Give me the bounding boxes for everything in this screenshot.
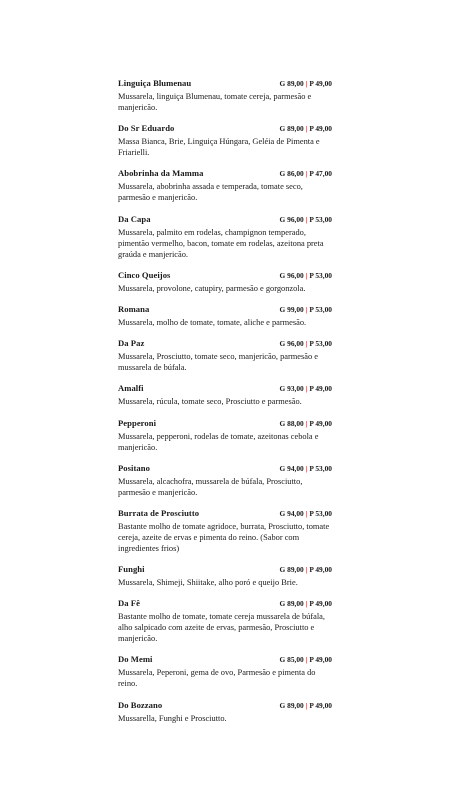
menu-item-header xyxy=(118,654,332,667)
menu-item-description: Mussarela, rúcula, tomate seco, Prosciutto e parmesão. xyxy=(118,397,302,407)
menu-item-name: Linguiça Blumenau xyxy=(118,78,192,88)
price-large: G 96,00 xyxy=(279,270,304,280)
price-small: P 49,00 xyxy=(309,384,332,394)
menu-item-description: Mussarela, alcachofra, mussarela de búfala, Prosciutto, parmesão e manjericão. xyxy=(118,476,303,497)
price-large: G 88,00 xyxy=(279,418,304,428)
menu-item-price xyxy=(280,419,332,428)
price-separator: | xyxy=(305,79,308,88)
menu-item-description: Mussarela, molho de tomate, tomate, aliche e parmesão. xyxy=(118,317,307,327)
menu-item-price xyxy=(280,464,332,473)
price-large: G 89,00 xyxy=(279,79,304,88)
menu-item xyxy=(118,168,332,203)
menu-item-price xyxy=(280,124,332,133)
menu-item-name: Cinco Queijos xyxy=(118,269,171,280)
menu-item-header xyxy=(118,304,332,317)
menu-item-name: Pepperoni xyxy=(118,417,157,428)
price-large: G 89,00 xyxy=(279,124,304,134)
menu-item-header xyxy=(118,78,332,91)
price-small: P 53,00 xyxy=(309,463,332,473)
price-separator: | xyxy=(305,339,308,349)
menu-item-header xyxy=(118,270,332,283)
price-separator: | xyxy=(305,599,308,609)
price-separator: | xyxy=(305,124,308,134)
menu-item-name: Da Fê xyxy=(118,598,140,609)
menu-item-header xyxy=(118,598,332,611)
price-separator: | xyxy=(305,463,308,473)
price-large: G 99,00 xyxy=(279,304,304,314)
price-small: P 53,00 xyxy=(309,304,332,314)
menu-item-price xyxy=(280,215,332,224)
menu-item-price xyxy=(280,169,332,178)
menu-item xyxy=(118,338,332,373)
menu-item-name: Da Capa xyxy=(118,213,151,224)
price-small: P 53,00 xyxy=(309,339,332,349)
menu-item xyxy=(118,214,332,260)
menu-item-name: Da Paz xyxy=(118,338,145,349)
menu-item-header xyxy=(118,383,332,396)
price-large: G 96,00 xyxy=(279,339,304,349)
menu-item-price xyxy=(280,509,332,518)
price-small: P 49,00 xyxy=(309,565,332,575)
menu-item xyxy=(118,383,332,407)
menu-item-price xyxy=(280,655,332,664)
price-small: P 53,00 xyxy=(309,508,332,518)
price-large: G 93,00 xyxy=(279,384,304,394)
menu-item-price xyxy=(280,384,332,393)
menu-item-description: Mussarela, linguiça Blumenau, tomate cereja, parmesão e manjericão. xyxy=(118,92,312,112)
menu-item xyxy=(118,78,332,113)
menu-item-name: Abobrinha da Mamma xyxy=(118,168,204,179)
price-small: P 49,00 xyxy=(309,599,332,609)
menu-item xyxy=(118,508,332,554)
menu-item-price xyxy=(280,599,332,608)
menu-item-header xyxy=(118,338,332,351)
menu-item-header xyxy=(118,418,332,431)
menu-item xyxy=(118,270,332,294)
menu-item-price xyxy=(280,79,332,88)
menu-item-name: Do Memi xyxy=(118,654,153,665)
price-small: P 49,00 xyxy=(309,700,332,710)
price-separator: | xyxy=(305,169,308,179)
price-separator: | xyxy=(305,700,308,710)
menu-item xyxy=(118,700,332,724)
menu-item-header xyxy=(118,564,332,577)
menu-item-description: Mussarella, Funghi e Prosciutto. xyxy=(118,713,227,723)
price-large: G 96,00 xyxy=(279,214,304,224)
price-separator: | xyxy=(305,384,308,394)
price-small: P 49,00 xyxy=(309,655,332,665)
menu-item xyxy=(118,654,332,689)
menu-item-header xyxy=(118,700,332,713)
menu-item-price xyxy=(280,701,332,710)
price-small: P 47,00 xyxy=(309,169,332,179)
menu-item-description: Bastante molho de tomate agridoce, burrata, Prosciutto, tomate cereja, azeite de ervas e pimenta do reino. (Sabor com ingredientes frios) xyxy=(118,521,330,553)
price-small: P 49,00 xyxy=(309,124,332,134)
menu-item-name: Funghi xyxy=(118,564,145,575)
price-small: P 53,00 xyxy=(309,214,332,224)
price-small: P 53,00 xyxy=(309,270,332,280)
menu-item-header xyxy=(118,214,332,227)
price-small: P 49,00 xyxy=(309,79,332,88)
price-large: G 89,00 xyxy=(279,599,304,609)
price-large: G 89,00 xyxy=(279,700,304,710)
menu-item-description: Mussarela, Shimeji, Shiitake, alho poró e queijo Brie. xyxy=(118,578,298,588)
price-separator: | xyxy=(305,655,308,665)
price-large: G 89,00 xyxy=(279,565,304,575)
menu-item xyxy=(118,564,332,588)
price-separator: | xyxy=(305,304,308,314)
menu-item-header xyxy=(118,463,332,476)
menu-item xyxy=(118,463,332,498)
menu-item-description: Massa Bianca, Brie, Linguiça Húngara, Geléia de Pimenta e Friarielli. xyxy=(118,137,320,158)
menu-item-name: Do Bozzano xyxy=(118,699,163,710)
menu-item-description: Mussarela, abobrinha assada e temperada, tomate seco, parmesão e manjericão. xyxy=(118,182,303,203)
menu-item-price xyxy=(280,565,332,574)
menu-item-price xyxy=(280,305,332,314)
menu-item-name: Amalfi xyxy=(118,383,144,394)
menu-item-name: Positano xyxy=(118,462,150,473)
menu-item-header xyxy=(118,508,332,521)
price-separator: | xyxy=(305,565,308,575)
pizza-menu xyxy=(118,78,332,734)
menu-item-price xyxy=(280,339,332,348)
menu-item-header xyxy=(118,168,332,181)
menu-item xyxy=(118,123,332,158)
price-large: G 86,00 xyxy=(279,169,304,179)
price-large: G 94,00 xyxy=(279,463,304,473)
menu-item-description: Mussarela, pepperoni, rodelas de tomate, azeitonas cebola e manjericão. xyxy=(118,431,319,452)
price-separator: | xyxy=(305,508,308,518)
menu-item-description: Mussarela, Prosciutto, tomate seco, manjericão, parmesão e mussarela de búfala. xyxy=(118,352,319,373)
menu-item-description: Mussarela, Peperoni, gema de ovo, Parmesão e pimenta do reino. xyxy=(118,668,316,689)
menu-item-description: Mussarela, provolone, catupiry, parmesão e gorgonzola. xyxy=(118,283,306,293)
price-small: P 49,00 xyxy=(309,418,332,428)
menu-item-description: Mussarela, palmito em rodelas, champignon temperado, pimentão vermelho, bacon, tomate em rodelas, azeitona preta graúda e manjericão. xyxy=(118,227,324,259)
menu-item-name: Burrata de Prosciutto xyxy=(118,507,200,518)
menu-item-name: Do Sr Eduardo xyxy=(118,123,175,134)
price-large: G 85,00 xyxy=(279,655,304,665)
menu-item-header xyxy=(118,123,332,136)
menu-item-price xyxy=(280,271,332,280)
price-separator: | xyxy=(305,418,308,428)
menu-item xyxy=(118,418,332,453)
menu-item-name: Romana xyxy=(118,303,150,314)
menu-item xyxy=(118,598,332,644)
price-separator: | xyxy=(305,270,308,280)
menu-item-description: Bastante molho de tomate, tomate cereja mussarela de búfala, alho salpicado com azeite de ervas, parmesão, Prosciutto e manjericão. xyxy=(118,612,325,644)
menu-item xyxy=(118,304,332,328)
price-separator: | xyxy=(305,214,308,224)
price-large: G 94,00 xyxy=(279,508,304,518)
